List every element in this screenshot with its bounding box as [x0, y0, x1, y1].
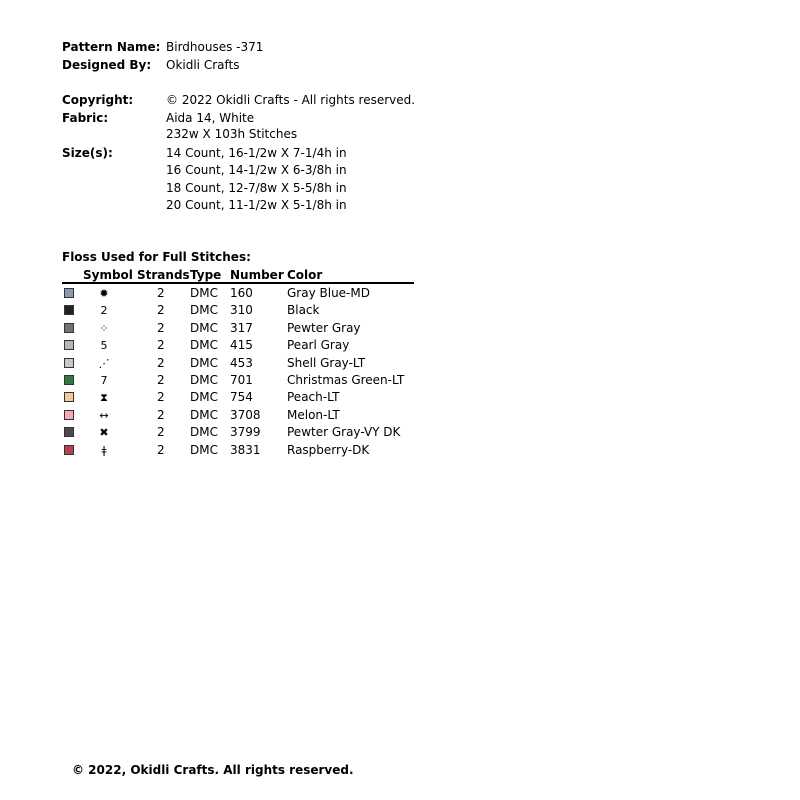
table-row — [0, 303, 800, 320]
table-row — [0, 390, 800, 407]
type-cell: DMC — [190, 355, 218, 370]
table-row — [0, 408, 800, 425]
strands-cell: 2 — [157, 425, 165, 440]
type-cell: DMC — [190, 425, 218, 440]
sizes-label: Size(s): — [62, 146, 113, 160]
type-cell: DMC — [190, 286, 218, 300]
strands-cell: 2 — [157, 286, 165, 300]
strands-cell: 2 — [157, 373, 165, 387]
color-name-cell: Black — [287, 303, 320, 318]
copyright-value: © 2022 Okidli Crafts - All rights reserved. — [166, 93, 416, 107]
strands-cell: 2 — [157, 442, 165, 457]
table-row — [0, 338, 800, 355]
color-swatch — [64, 445, 74, 455]
type-cell: DMC — [190, 442, 218, 457]
stitch-symbol: ⧗ — [100, 391, 108, 405]
column-header-symbol: Symbol — [83, 268, 133, 282]
size-14-count: 14 Count, 16-1/2w X 7-1/4h in — [166, 146, 347, 160]
number-cell: 701 — [230, 373, 253, 387]
number-cell: 3799 — [230, 425, 261, 440]
copyright-label: Copyright: — [62, 93, 134, 107]
color-swatch — [64, 340, 74, 350]
color-name-cell: Pewter Gray — [287, 320, 361, 335]
fabric-label: Fabric: — [62, 111, 109, 125]
table-row — [0, 425, 800, 442]
type-cell: DMC — [190, 338, 218, 353]
strands-cell: 2 — [157, 338, 165, 353]
color-swatch — [64, 305, 74, 315]
column-header-type: Type — [190, 268, 222, 282]
floss-section-title: Floss Used for Full Stitches: — [62, 250, 251, 264]
color-name-cell: Raspberry-DK — [287, 442, 370, 457]
stitch-symbol: ǂ — [101, 443, 107, 457]
color-name-cell: Pewter Gray-VY DK — [287, 425, 401, 440]
footer-copyright: © 2022, Okidli Crafts. All rights reserved. — [72, 763, 354, 777]
designed-by-label: Designed By: — [62, 58, 152, 72]
table-row — [0, 286, 800, 303]
fabric-value: Aida 14, White — [166, 111, 255, 125]
color-name-cell: Melon-LT — [287, 407, 340, 422]
type-cell: DMC — [190, 407, 218, 422]
color-name-cell: Christmas Green-LT — [287, 373, 405, 387]
color-swatch — [64, 323, 74, 333]
type-cell: DMC — [190, 373, 218, 387]
color-name-cell: Peach-LT — [287, 390, 340, 405]
color-swatch — [64, 288, 74, 298]
designed-by-value: Okidli Crafts — [166, 58, 240, 72]
size-20-count: 20 Count, 11-1/2w X 5-1/8h in — [166, 198, 347, 212]
pattern-name-label: Pattern Name: — [62, 40, 161, 54]
color-swatch — [64, 358, 74, 368]
type-cell: DMC — [190, 320, 218, 335]
type-cell: DMC — [190, 390, 218, 405]
column-header-color: Color — [287, 268, 323, 282]
size-16-count: 16 Count, 14-1/2w X 6-3/8h in — [166, 163, 347, 177]
column-header-number: Number — [230, 268, 284, 282]
strands-cell: 2 — [157, 355, 165, 370]
color-swatch — [64, 427, 74, 437]
number-cell: 3708 — [230, 407, 261, 422]
number-cell: 3831 — [230, 442, 261, 457]
color-name-cell: Pearl Gray — [287, 338, 350, 353]
number-cell: 317 — [230, 320, 253, 335]
strands-cell: 2 — [157, 390, 165, 405]
pattern-name-value: Birdhouses -371 — [166, 40, 264, 54]
strands-cell: 2 — [157, 303, 165, 318]
color-name-cell: Gray Blue-MD — [287, 286, 370, 300]
type-cell: DMC — [190, 303, 218, 318]
stitch-count: 232w X 103h Stitches — [166, 127, 298, 141]
number-cell: 310 — [230, 303, 253, 318]
table-row — [0, 443, 800, 460]
number-cell: 754 — [230, 390, 253, 405]
size-18-count: 18 Count, 12-7/8w X 5-5/8h in — [166, 181, 347, 195]
number-cell: 453 — [230, 355, 253, 370]
number-cell: 160 — [230, 286, 253, 300]
number-cell: 415 — [230, 338, 253, 353]
stitch-symbol: ✹ — [99, 287, 109, 300]
strands-cell: 2 — [157, 320, 165, 335]
stitch-symbol: ⁘ — [99, 321, 109, 335]
stitch-symbol: ↔ — [99, 408, 109, 422]
column-header-strands: Strands — [137, 268, 190, 282]
stitch-symbol: 7 — [100, 374, 108, 387]
stitch-symbol: ⋰ — [98, 356, 110, 370]
stitch-symbol: ✖ — [99, 426, 109, 440]
stitch-symbol: 2 — [100, 304, 108, 318]
color-name-cell: Shell Gray-LT — [287, 355, 366, 370]
header-divider — [62, 282, 414, 284]
color-swatch — [64, 410, 74, 420]
stitch-symbol: 5 — [100, 339, 108, 353]
table-row — [0, 373, 800, 390]
table-row — [0, 356, 800, 373]
strands-cell: 2 — [157, 407, 165, 422]
color-swatch — [64, 375, 74, 385]
color-swatch — [64, 392, 74, 402]
table-row — [0, 321, 800, 338]
